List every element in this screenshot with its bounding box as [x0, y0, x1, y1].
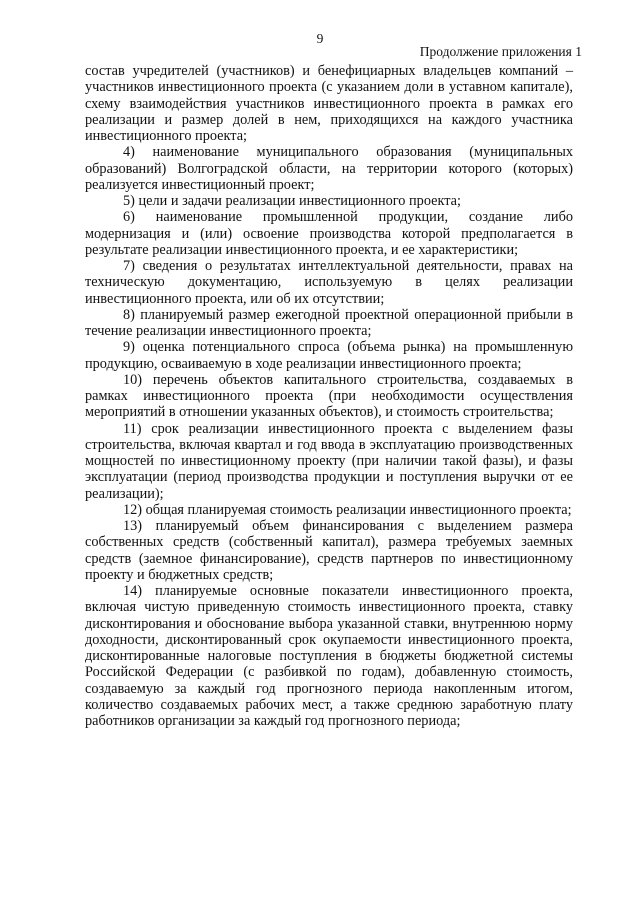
paragraph-item-11: 11) срок реализации инвестиционного проекта с выделением фазы строительства, включая квартал и год ввода в эксплуатацию производственных мощностей по инвестиционному проекту (при наличии такой фазы), и фазы эксплуатации (период производства продукции и поступления выручки от ее реализации); [85, 420, 573, 502]
paragraph-item-5: 5) цели и задачи реализации инвестиционного проекта; [123, 193, 461, 209]
appendix-continuation-note: Продолжение приложения 1 [419, 44, 582, 59]
paragraph-item-14: 14) планируемые основные показатели инвестиционного проекта, включая чистую приведенную стоимость инвестиционного проекта, ставку дисконтирования и обоснование выбора указанной ставки, внутреннюю норму доходности, дисконтированный срок окупаемости инвестиционного проекта, дисконтированные налоговые поступления в бюджеты бюджетной системы Российской Федерации (с разбивкой по годам), добавленную стоимость, создаваемую за каждый год прогнозного периода накопленным итогом, количество создаваемых рабочих мест, а также среднюю заработную плату работников организации за каждый год прогнозного периода; [85, 583, 573, 729]
document-body [85, 63, 573, 729]
paragraph-item-9: 9) оценка потенциального спроса (объема рынка) на промышленную продукцию, осваиваемую в ходе реализации инвестиционного проекта; [85, 339, 573, 372]
paragraph-item-8: 8) планируемый размер ежегодной проектной операционной прибыли в течение реализации инвестиционного проекта; [85, 306, 573, 339]
paragraph-item-10: 10) перечень объектов капитального строительства, создаваемых в рамках инвестиционного проекта (при необходимости осуществления мероприятий в отношении указанных объектов), и стоимость строительства; [85, 371, 573, 421]
paragraph-item-7: 7) сведения о результатах интеллектуальной деятельности, правах на техническую документацию, используемую в целях реализации инвестиционного проекта, или об их отсутствии; [85, 258, 573, 307]
page-number: 9 [316, 31, 324, 46]
paragraph-item-13: 13) планируемый объем финансирования с выделением размера собственных средств (собственный капитал), размера требуемых заемных средств (заемное финансирование), средств партнеров по инвестиционному проекту и бюджетных средств; [85, 518, 573, 583]
paragraph-continued: состав учредителей (участников) и бенефициарных владельцев компаний – участников инвестиционного проекта (с указанием доли в уставном капитале), схему взаимодействия участников инвестиционного проекта в рамках его реализации и размер долей в нем, приходящихся на каждого участника инвестиционного проекта; [85, 63, 573, 144]
paragraph-item-4: 4) наименование муниципального образования (муниципальных образований) Волгоградской области, на территории которого (которых) реализуется инвестиционный проект; [85, 144, 573, 193]
paragraph-item-12: 12) общая планируемая стоимость реализации инвестиционного проекта; [123, 501, 572, 518]
paragraph-item-6: 6) наименование промышленной продукции, создание либо модернизация и (или) освоение производства которой предполагается в результате реализации инвестиционного проекта, и ее характеристики; [85, 209, 573, 258]
